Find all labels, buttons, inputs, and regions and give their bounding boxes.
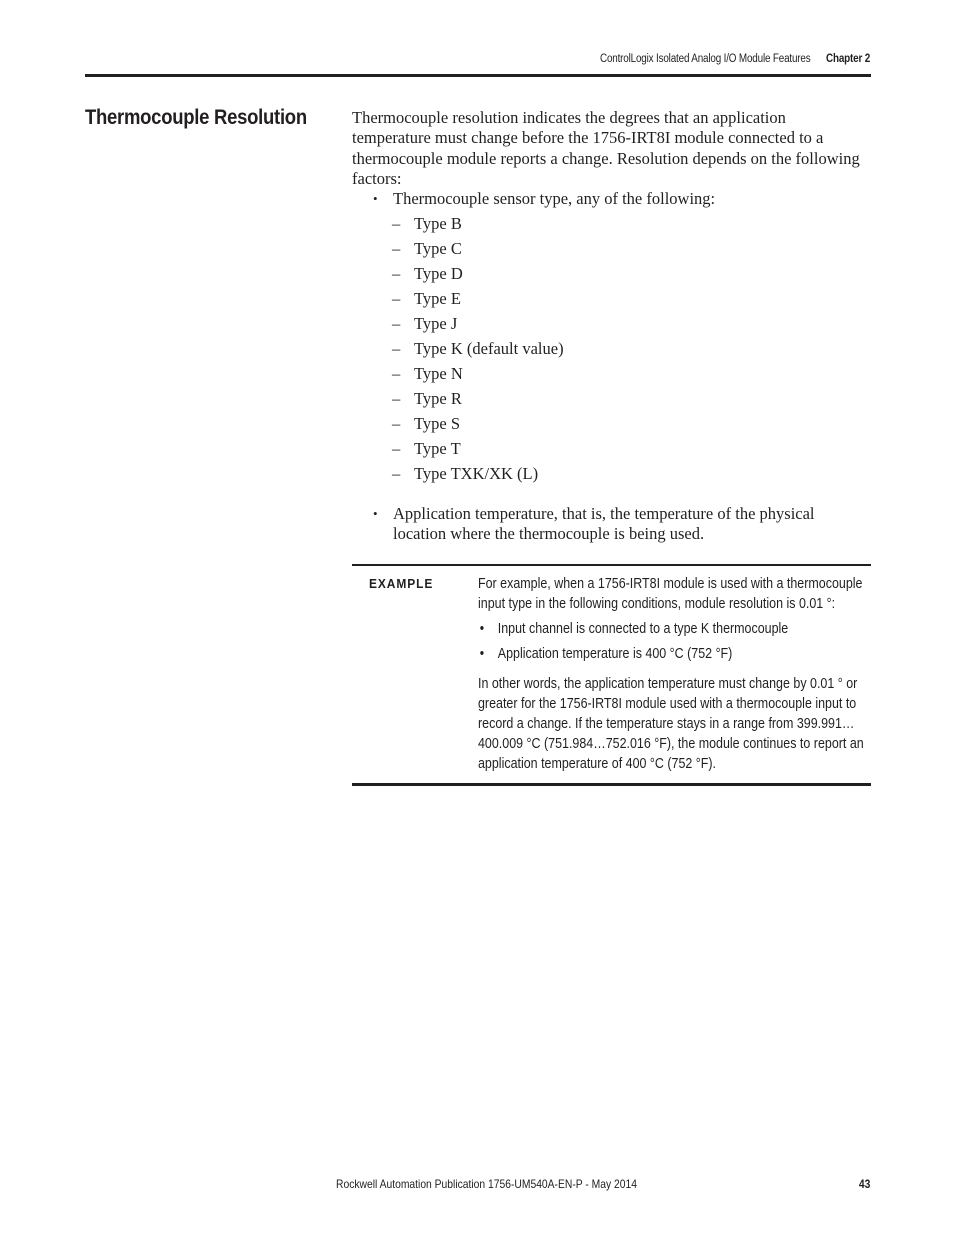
dash-icon: –	[392, 214, 401, 233]
list-item: • Application temperature is 400 °C (752 °F)	[479, 646, 733, 662]
bullet-dot-icon: •	[373, 506, 378, 521]
dash-icon: –	[392, 439, 401, 458]
list-item: – Type E	[392, 289, 461, 308]
example-intro: For example, when a 1756-IRT8I module is used with a thermocouple input type in the following conditions, module resolution is 0.01 °:	[478, 576, 863, 612]
dash-icon: –	[392, 289, 401, 308]
example-conclusion: In other words, the application temperature must change by 0.01 ° or greater for the 1756-IRT8I module used with a thermocouple input to record a change. If the temperature stays in a range from 399.991…400.009 °C (751.984…752.016 °F), the module continues to report an application temperature of 400 °C (752 °F).	[478, 676, 864, 772]
list-item: – Type T	[392, 439, 461, 458]
bullet-dot-icon: •	[479, 621, 485, 637]
dash-icon: –	[392, 264, 401, 283]
bullet-application-temperature-text: Application temperature, that is, the temperature of the physical location where the thermocouple is being used.	[393, 504, 815, 544]
dash-icon: –	[392, 389, 401, 408]
list-item: – Type D	[392, 264, 463, 283]
intro-paragraph: Thermocouple resolution indicates the degrees that an application temperature must change before the 1756-IRT8I module connected to a thermocouple module reports a change. Resolution depends on the following factors:	[352, 108, 860, 188]
list-item: • Input channel is connected to a type K thermocouple	[479, 621, 789, 637]
list-item: – Type J	[392, 314, 458, 333]
list-item: – Type C	[392, 239, 462, 258]
example-conditions-list	[478, 619, 869, 669]
bullet-dot-icon: •	[479, 646, 485, 662]
example-bottom-rule	[352, 783, 871, 786]
list-item: – Type TXK/XK (L)	[392, 464, 539, 483]
dash-icon: –	[392, 339, 401, 358]
page-number: 43	[858, 1177, 870, 1191]
list-item: – Type S	[392, 414, 461, 433]
dash-icon: –	[392, 414, 401, 433]
header-rule	[85, 74, 871, 77]
example-body	[478, 574, 869, 774]
list-item: – Type B	[392, 214, 462, 233]
footer-publication: Rockwell Automation Publication 1756-UM540A-EN-P - May 2014	[336, 1177, 637, 1191]
dash-icon: –	[392, 314, 401, 333]
section-title: Thermocouple Resolution	[85, 106, 307, 129]
list-item: – Type N	[392, 364, 463, 383]
dash-icon: –	[392, 239, 401, 258]
list-item: – Type K (default value)	[392, 339, 564, 358]
dash-icon: –	[392, 464, 401, 483]
chapter-label: Chapter 2	[825, 53, 870, 65]
running-header	[600, 53, 870, 65]
bullet-sensor-type-text: Thermocouple sensor type, any of the following:	[393, 189, 716, 208]
list-item: – Type R	[392, 389, 462, 408]
bullet-dot-icon: •	[373, 191, 378, 206]
example-top-rule	[352, 564, 871, 566]
dash-icon: –	[392, 364, 401, 383]
running-title: ControlLogix Isolated Analog I/O Module Features	[599, 53, 811, 65]
thermocouple-type-list	[392, 213, 564, 488]
example-label: EXAMPLE	[369, 576, 434, 591]
